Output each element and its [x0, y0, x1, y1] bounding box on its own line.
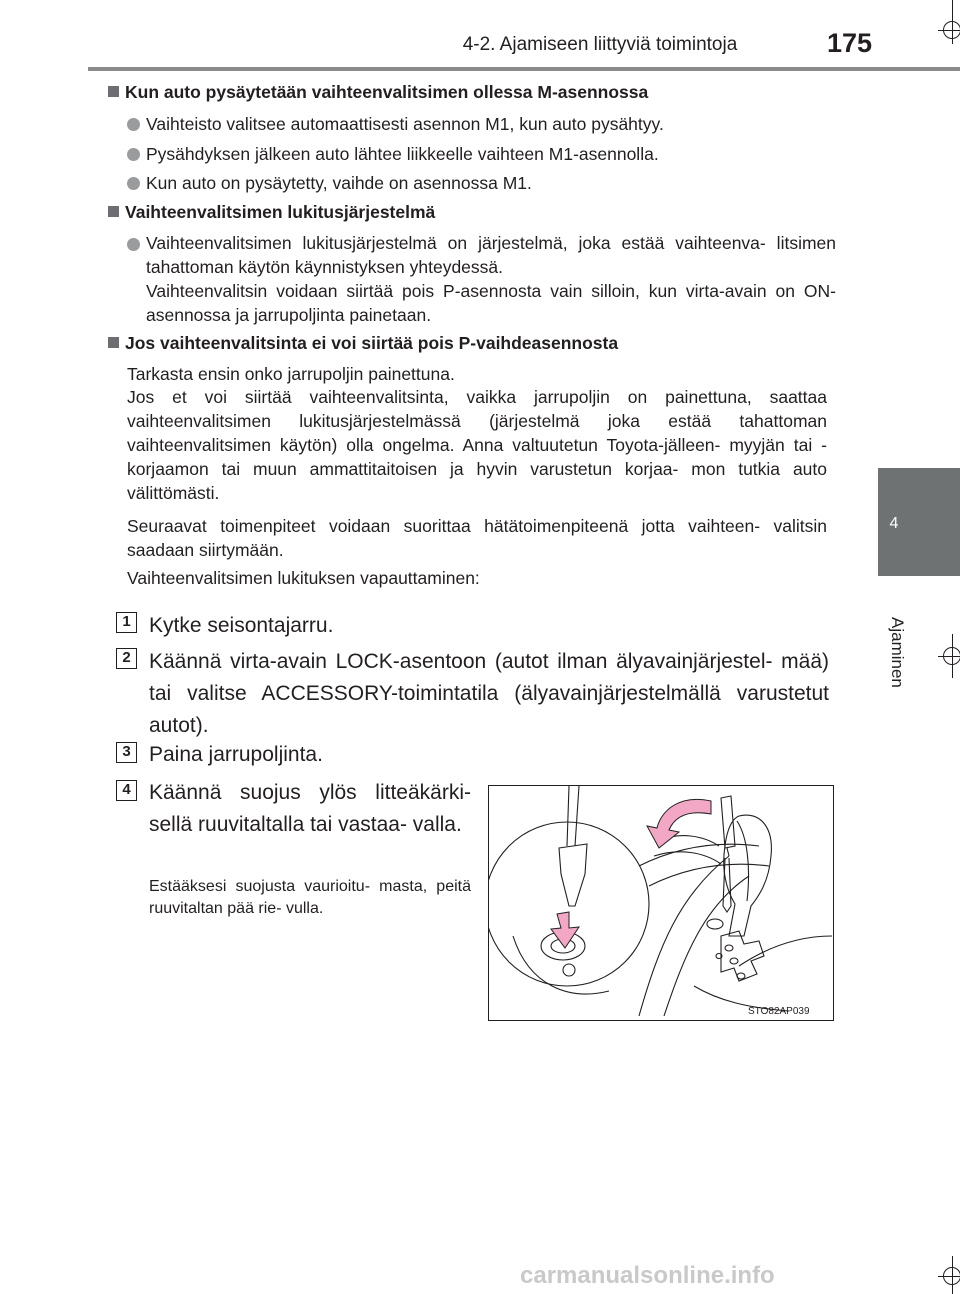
paragraph: Tarkasta ensin onko jarrupoljin painettuna. — [127, 364, 455, 384]
step-number: 2 — [116, 648, 137, 669]
paragraph: Seuraavat toimenpiteet voidaan suorittaa hätätoimenpiteenä jotta vaihteen- valitsin saadaan siirtymään. — [127, 516, 827, 560]
header-rule — [88, 67, 960, 71]
page-number: 175 — [826, 28, 872, 58]
square-bullet-icon — [108, 206, 119, 217]
paragraph: Jos et voi siirtää vaihteenvalitsinta, vaikka jarrupoljin on painettuna, saattaa vaihteenvalitsimen lukitusjärjestelmässä (järjestelmä joka estää tahattoman vaihteenvalitsimen käytön) olla ongelma. Anna valtuutetun Toyota-jälleen- myyjän tai -korjaamon tai muun ammattitaitoisen ja hyvin varustetun korjaa- mon tutkia auto välittömästi. — [127, 387, 827, 503]
bullet-continuation: Vaihteenvalitsin voidaan siirtää pois P-asennosta vain silloin, kun virta-avain on ON-asennossa ja jarrupoljinta painetaan. — [146, 281, 836, 325]
section-heading: Kun auto pysäytetään vaihteenvalitsimen ollessa M-asennossa — [108, 82, 648, 103]
step-number: 4 — [116, 780, 137, 801]
header-section-title: 4-2. Ajamiseen liittyviä toimintoja — [462, 34, 738, 55]
bullet-dot-icon — [127, 118, 140, 131]
crop-mark — [943, 21, 960, 39]
bullet-dot-icon — [127, 238, 140, 251]
crop-mark — [943, 647, 960, 665]
chapter-label: Ajaminen — [888, 617, 907, 688]
step-number: 1 — [116, 612, 137, 633]
shift-lever-illustration — [488, 785, 834, 1021]
square-bullet-icon — [108, 86, 119, 97]
illustration-drawing — [489, 786, 832, 1019]
bullet-text: Vaihteisto valitsee automaattisesti asennon M1, kun auto pysähtyy. — [146, 114, 664, 134]
bullet-text: Kun auto on pysäytetty, vaihde on asennossa M1. — [146, 173, 532, 193]
bullet-dot-icon — [127, 177, 140, 190]
step-text: Käännä virta-avain LOCK-asentoon (autot ilman älyavainjärjestel- mää) tai valitse ACCESSORY-toimintatila (älyavainjärjestelmällä varustetut autot). — [149, 650, 829, 737]
chapter-number: 4 — [889, 515, 899, 532]
figure-code: STO82AP039 — [748, 1006, 810, 1017]
crop-mark — [943, 1267, 960, 1285]
section-heading: Jos vaihteenvalitsinta ei voi siirtää pois P-vaihdeasennosta — [108, 333, 618, 354]
step-text: Kytke seisontajarru. — [149, 614, 334, 637]
paragraph: Vaihteenvalitsimen lukituksen vapauttaminen: — [127, 568, 480, 588]
section-heading: Vaihteenvalitsimen lukitusjärjestelmä — [108, 202, 435, 223]
step-text: Paina jarrupoljinta. — [149, 743, 323, 766]
watermark: carmanualsonline.info — [520, 1262, 775, 1289]
bullet-dot-icon — [127, 148, 140, 161]
step-text: Käännä suojus ylös litteäkärki- sellä ruuvitaltalla tai vastaa- valla. — [149, 781, 471, 836]
bullet-text: Vaihteenvalitsimen lukitusjärjestelmä on järjestelmä, joka estää vaihteenva- litsimen tahattoman käytön käynnistyksen yhteydessä. — [146, 233, 836, 277]
step-note: Estääksesi suojusta vaurioitu- masta, peitä ruuvitaltan pää rie- vulla. — [149, 878, 471, 917]
square-bullet-icon — [108, 337, 119, 348]
step-number: 3 — [116, 742, 137, 763]
bullet-text: Pysähdyksen jälkeen auto lähtee liikkeelle vaihteen M1-asennolla. — [146, 144, 659, 164]
